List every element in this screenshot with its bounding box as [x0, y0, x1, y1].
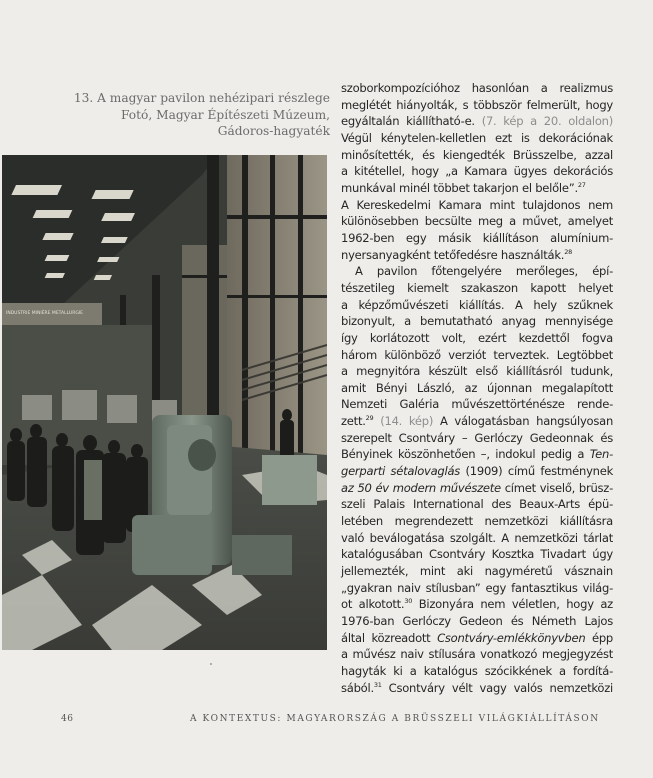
- artwork-title: gerparti sétalovaglás: [341, 464, 461, 479]
- text-line: A Kereskedelmi Kamara mint tulajdonos nem: [341, 197, 613, 212]
- figure-caption: [40, 90, 330, 140]
- text-line: minősítették, és kiengedték Brüsszelbe, azzal: [341, 147, 613, 162]
- text-line: A pavilon főtengelyére merőleges, épí-: [355, 264, 613, 279]
- image-reference: (14. kép): [380, 414, 434, 429]
- footnote-marker: 29: [365, 414, 374, 423]
- text-line: hagyták ki a katalógus szócikkének a fordítá-: [341, 663, 613, 678]
- text-line: egyáltalán kiállítható-e. (7. kép a 20. oldalon): [341, 114, 613, 129]
- text-line: „gyakran naiv stílusban” egy fantasztikus világ-: [341, 580, 613, 595]
- text-line: sából.$^{31}$ Csontváry vélt vagy valós nemzetközi: [341, 680, 614, 695]
- text-line: való beválogatása szolgált. A nemzetközi tárlat: [341, 530, 613, 545]
- print-mark: [210, 663, 212, 665]
- book-title: Csontváry-emlékkönyvben: [437, 630, 586, 645]
- caption-line: 13. A magyar pavilon nehézipari részlege: [73, 91, 330, 105]
- artwork-title: Ten-: [589, 447, 614, 462]
- text-line: különösebben becsülte meg a művet, amelyet: [341, 214, 613, 229]
- text-line: Nemzeti Galéria művészettörténésze rende-: [341, 397, 613, 412]
- text-line: a megnyitóra készült első kiállításról tudunk,: [341, 364, 613, 379]
- footnote-marker: 28: [564, 247, 572, 256]
- caption-line: Fotó, Magyar Építészeti Múzeum,: [120, 107, 330, 122]
- text-line: bizonyult, a bemutatható anyag mennyisége: [341, 314, 613, 329]
- text-line: munkával minél többet takarjon el belőle”.$^{27}$: [341, 180, 586, 195]
- footnote-marker: 27: [577, 181, 586, 190]
- visitor-coat: [84, 460, 102, 520]
- text-line: jellemezték, mint aki nagyméretű vásznain: [341, 564, 613, 579]
- text-line: gerparti sétalovaglás (1909) című festménynek: [341, 464, 614, 479]
- image-reference: (7. kép a 20. oldalon): [481, 114, 613, 129]
- pavilion-photo: [2, 155, 327, 650]
- text-line: a kitétellel, hogy „a Kamara ügyes dekorációs: [341, 164, 613, 179]
- text-line: Bényinek köszönhetően –, indokul pedig a Ten-: [341, 447, 614, 462]
- text-line: szeli Palais International des Beaux-Arts épü-: [341, 497, 613, 512]
- caption-line: Gádoros-hagyaték: [217, 124, 330, 138]
- text-line: szoborkompozícióhoz hasonlóan a realizmus: [341, 81, 613, 95]
- industry-sign-text: INDUSTRIE MINIÈRE METALLURGIE: [6, 311, 84, 316]
- text-line: katalógusában Csontváry Kosztka Tivadart úgy: [341, 547, 613, 562]
- text-line: 1962-ben egy másik kiállításon alumínium-: [341, 230, 613, 245]
- text-line: Végül kénytelen-kelletlen ezt is dekorációnak: [341, 130, 613, 145]
- text-line: zett.$^{29}$ (14. kép) A válogatásban hangsúlyosan: [341, 414, 614, 429]
- text-line: a képzőművészeti kiállítás. A hely szűknek: [341, 297, 613, 312]
- text-line: a művész naiv stílusára vonatkozó megjegyzést: [341, 647, 613, 662]
- text-line: nyersanyagként tetőfedésre használták.$^{28}$: [341, 247, 572, 262]
- text-line: így korlátozott volt, ezért kezdettől fogva: [341, 330, 613, 345]
- text-line: ot alkotott.$^{30}$ Bizonyára nem véletlen, hogy az: [341, 597, 613, 612]
- page-number: 46: [61, 714, 74, 724]
- text-line: által közreadott Csontváry-emlékkönyvben épp: [341, 630, 613, 645]
- text-line: szerepelt Csontváry – Gerlóczy Gedeonnak és: [341, 430, 613, 445]
- text-line: meglétét hiányolták, s többször felmerült, hogy: [341, 97, 613, 112]
- running-head: A KONTEXTUS: MAGYARORSZÁG A BRÜSSZELI VILÁGKIÁLLÍTÁSON: [190, 714, 600, 724]
- text-line: tészetileg kiemelt szakaszon kapott helyet: [341, 280, 613, 295]
- text-line: az 50 év modern művészete címet viselő, brüsz-: [341, 480, 614, 495]
- article-body: [341, 80, 613, 696]
- footnote-marker: 31: [373, 680, 382, 689]
- text-line: 1976-ban Gerlóczy Gedeon és Németh Lajos: [341, 614, 613, 628]
- exhibition-title: az 50 év modern művészete: [341, 480, 501, 495]
- pavilion-photo-graphic: [2, 155, 327, 650]
- text-line: amit Bényi László, az újonnan megalapított: [341, 380, 613, 395]
- text-line: három különböző verziót terveztek. Legtöbbet: [341, 347, 613, 362]
- footnote-marker: 30: [404, 597, 413, 606]
- text-line: letében megrendezett nemzetközi kiállításra: [341, 514, 613, 529]
